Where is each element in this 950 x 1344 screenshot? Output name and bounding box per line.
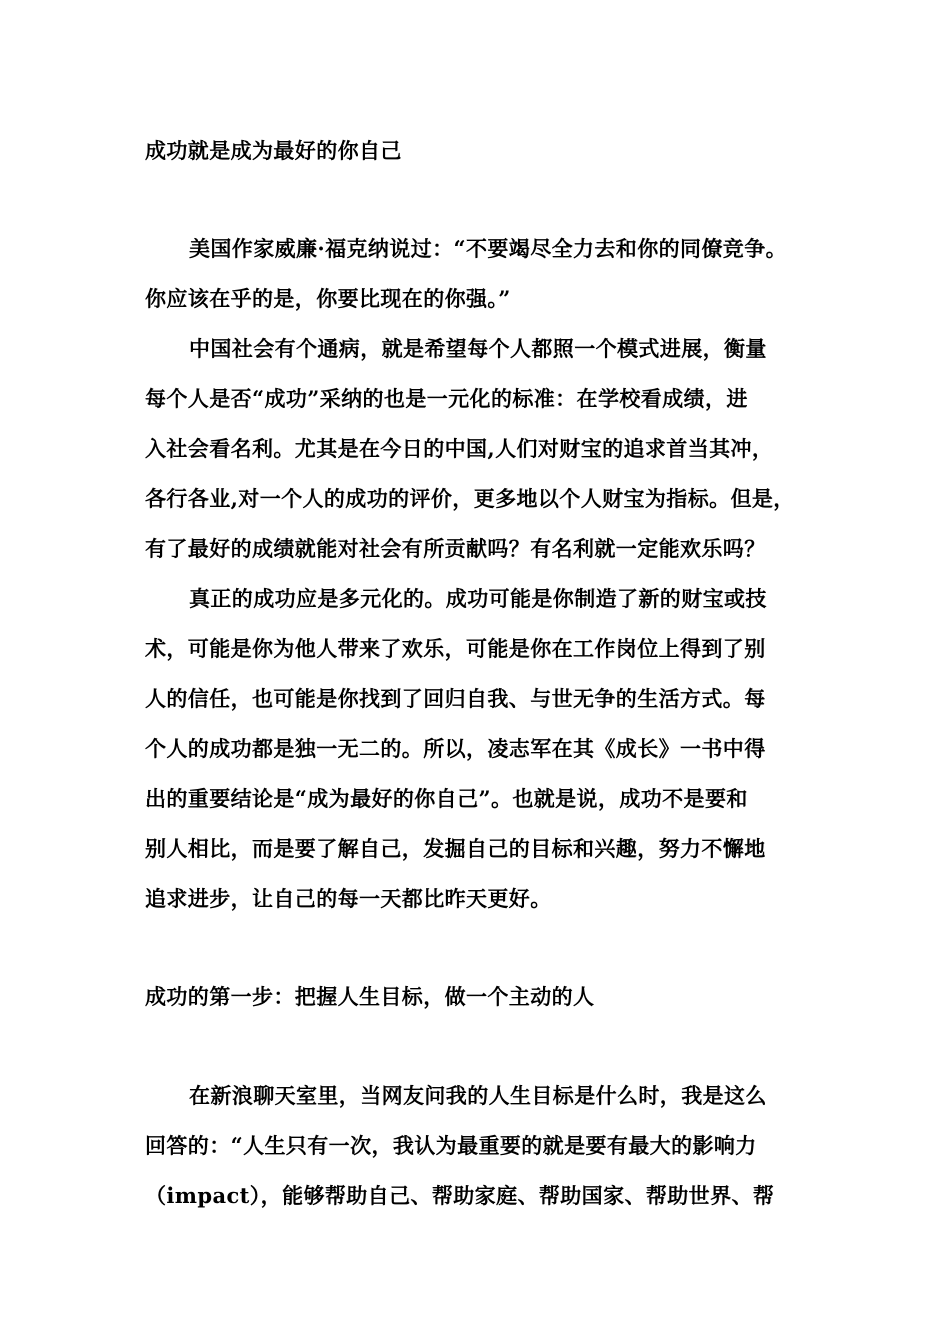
paragraph-3-line-4: 个人的成功都是独一无二的。所以，凌志军在其《成长》一书中得: [145, 736, 766, 761]
paragraph-2-line-5: 有了最好的成绩就能对社会有所贡献吗？有名利就一定能欢乐吗？: [145, 536, 766, 561]
paragraph-4-line-1: 在新浪聊天室里，当网友问我的人生目标是什么时，我是这么: [189, 1083, 767, 1108]
paragraph-3-line-3: 人的信任，也可能是你找到了回归自我、与世无争的生活方式。每: [145, 686, 766, 711]
paragraph-2-line-2: 每个人是否“成功”采纳的也是一元化的标准：在学校看成绩，进: [145, 386, 748, 411]
paragraph-2-line-4: 各行各业,对一个人的成功的评价，更多地以个人财宝为指标。但是，: [145, 486, 795, 511]
paragraph-4-line-3: （impact），能够帮助自己、帮助家庭、帮助国家、帮助世界、帮: [145, 1183, 775, 1208]
paragraph-3-line-7: 追求进步，让自己的每一天都比昨天更好。: [145, 886, 552, 911]
heading-first-step-of-success: 成功的第一步：把握人生目标，做一个主动的人: [145, 984, 595, 1009]
paragraph-3-line-6: 别人相比，而是要了解自己，发掘自己的目标和兴趣，努力不懈地: [145, 836, 766, 861]
paragraph-3-line-2: 术，可能是你为他人带来了欢乐，可能是你在工作岗位上得到了别: [145, 636, 766, 661]
paragraph-3-line-5: 出的重要结论是“成为最好的你自己”。也就是说，成功不是要和: [145, 786, 748, 811]
paragraph-1-line-2: 你应该在乎的是，你要比现在的你强。”: [145, 286, 511, 311]
paragraph-2-line-3: 入社会看名利。尤其是在今日的中国,人们对财宝的追求首当其冲，: [145, 436, 774, 461]
paragraph-1-line-1: 美国作家威廉·福克纳说过：“不要竭尽全力去和你的同僚竞争。: [189, 236, 787, 261]
paragraph-2-line-1: 中国社会有个通病，就是希望每个人都照一个模式进展，衡量: [189, 336, 767, 361]
heading-success-is-being-your-best-self: 成功就是成为最好的你自己: [145, 138, 402, 163]
paragraph-3-line-1: 真正的成功应是多元化的。成功可能是你制造了新的财宝或技: [189, 586, 767, 611]
paragraph-4-line-2: 回答的：“人生只有一次，我认为最重要的就是要有最大的影响力: [145, 1133, 757, 1158]
